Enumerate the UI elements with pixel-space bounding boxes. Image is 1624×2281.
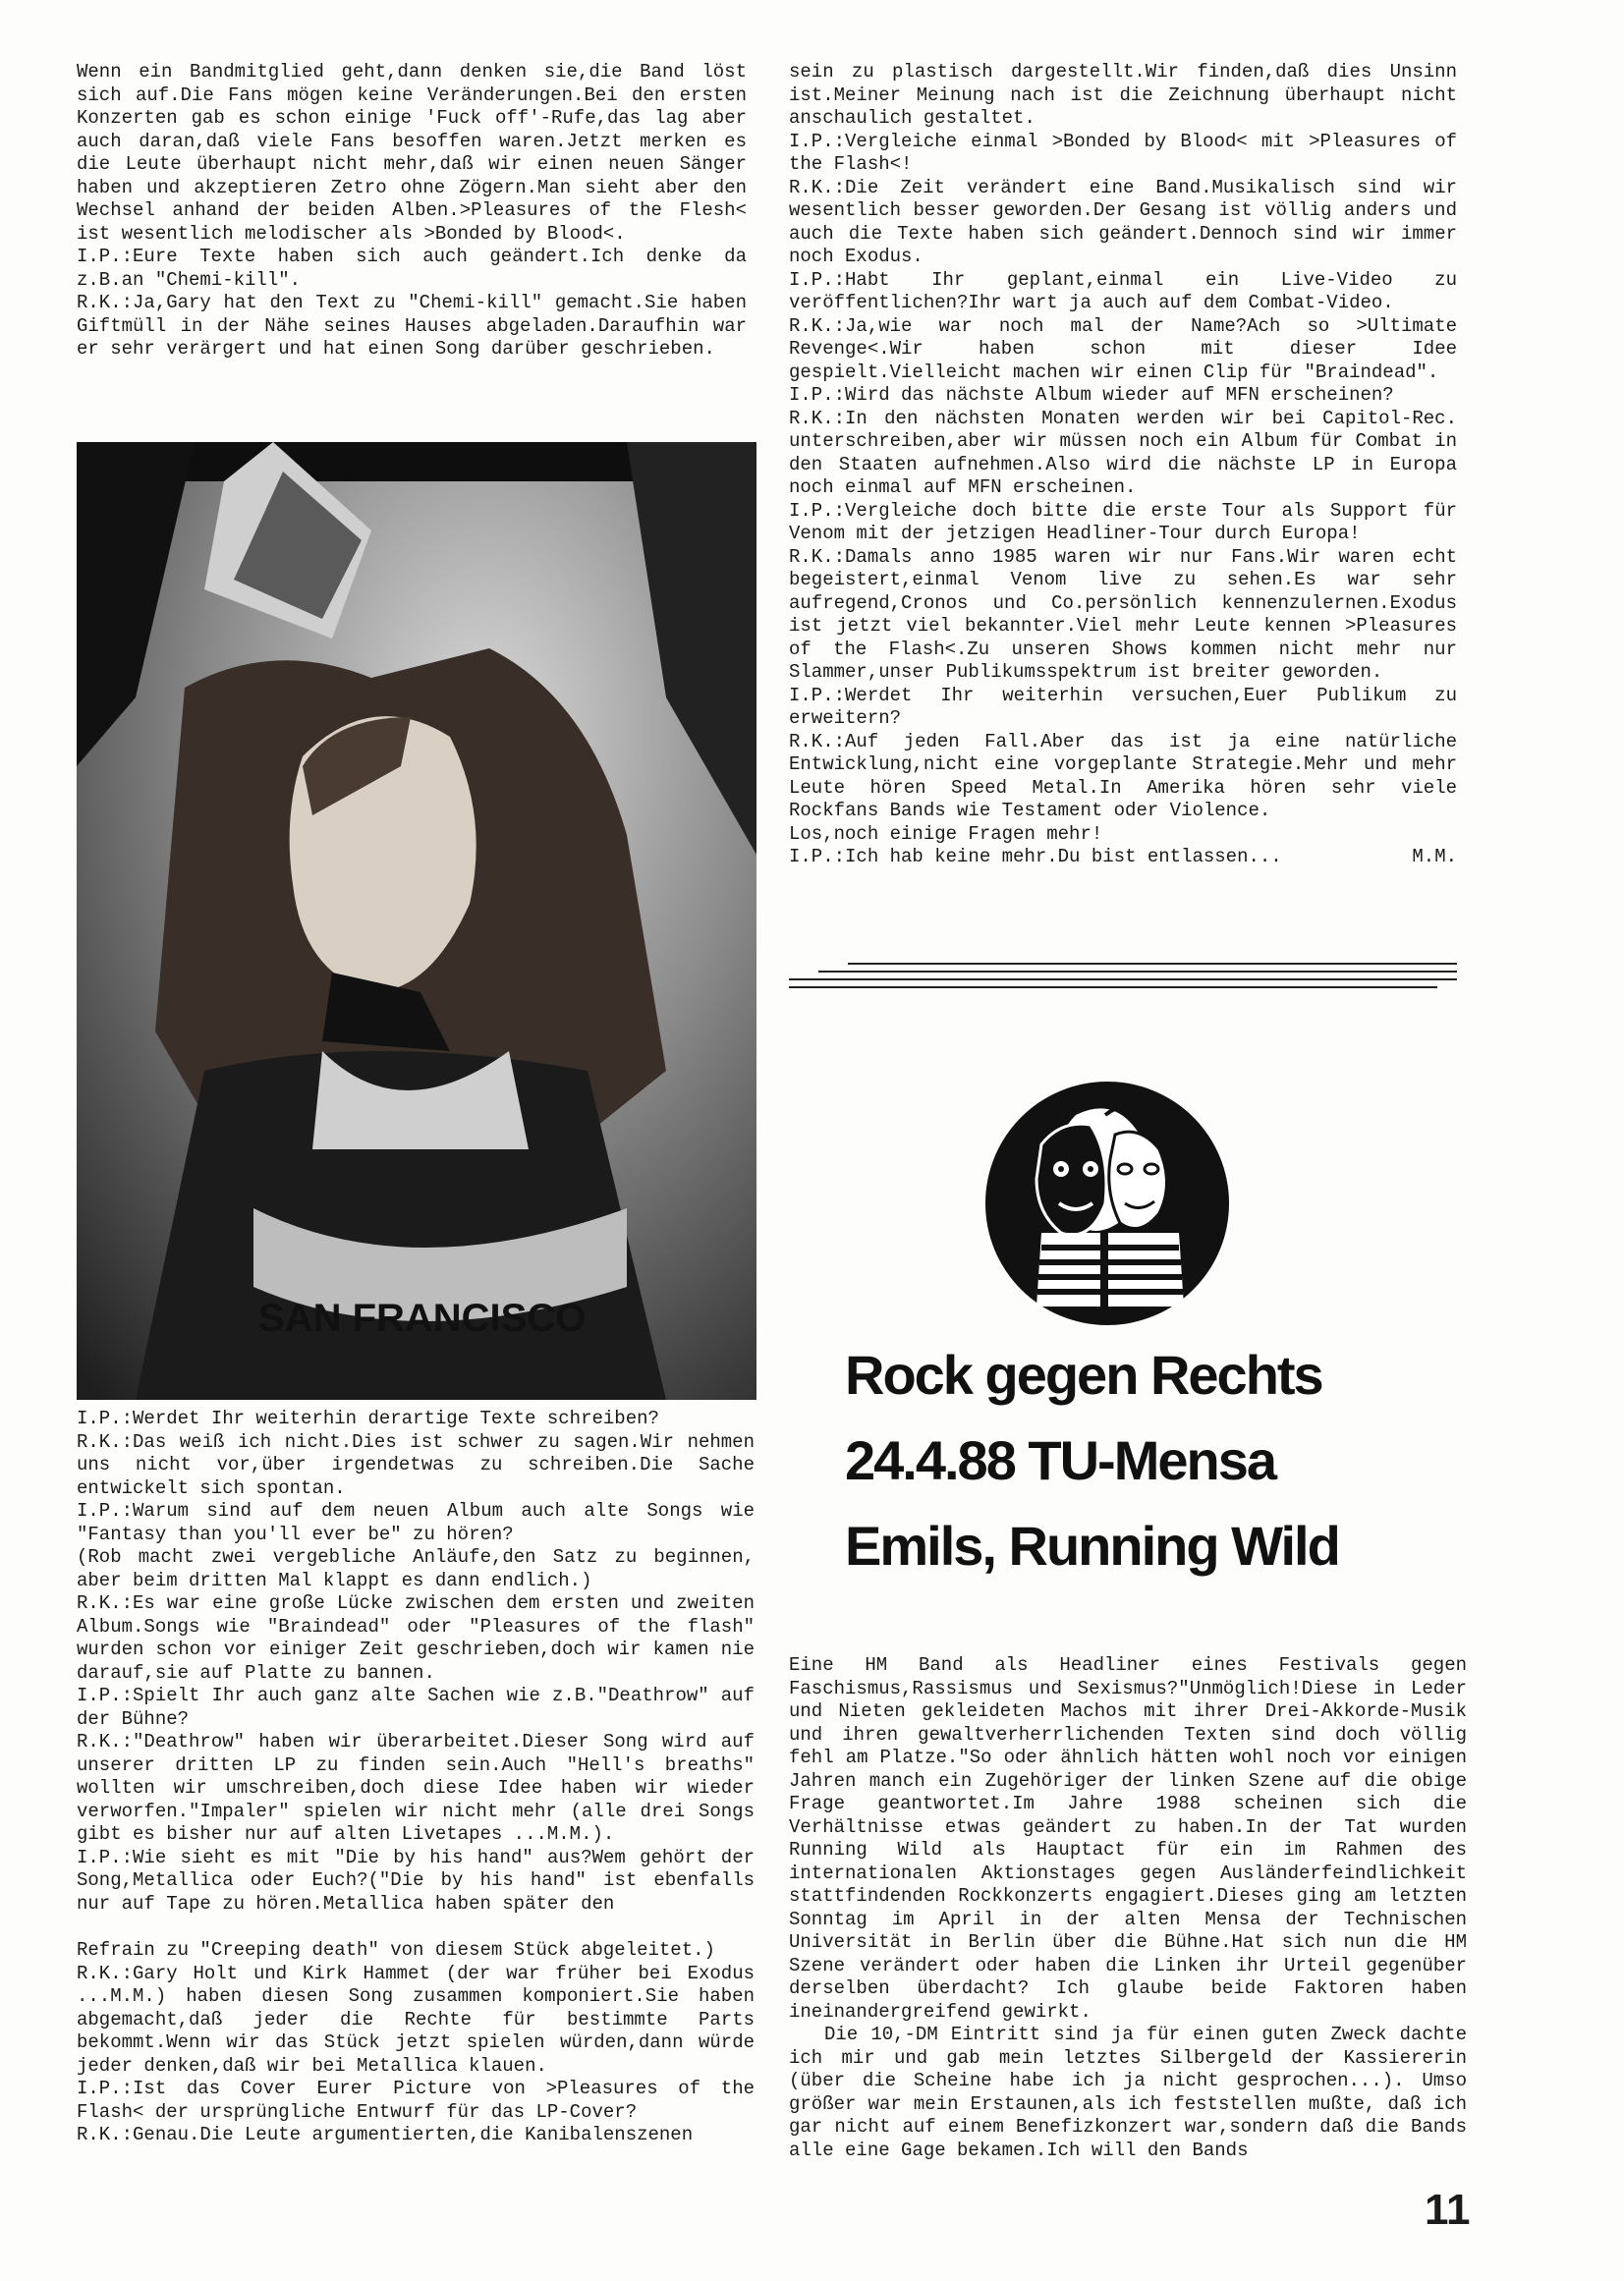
paragraph: R.K.:Das weiß ich nicht.Dies ist schwer zu sagen.Wir nehmen uns nicht vor,über irgendetwas zu schreiben.Die Sache entwickelt sich spontan. xyxy=(77,1430,755,1499)
paragraph: I.P.:Vergleiche einmal >Bonded by Blood< mit >Pleasures of the Flash<! xyxy=(789,130,1457,175)
rule-line xyxy=(818,971,1457,973)
paragraph: I.P.:Werdet Ihr weiterhin derartige Texte schreiben? xyxy=(77,1408,659,1429)
paragraph: I.P.:Warum sind auf dem neuen Album auch alte Songs wie "Fantasy than you'll ever be" zu hören? xyxy=(77,1500,755,1545)
paragraph: R.K.:Damals anno 1985 waren wir nur Fans.Wir waren echt begeistert,einmal Venom live zu sehen.Es war sehr aufregend,Cronos und Co.persönlich kennenzulernen.Exodus ist jetzt viel bekannter.Viel mehr Leute kennen >Pleasures of the Flash<.Zu unseren Shows kommen nicht mehr nur Slammer,unser Publikumsspektrum ist breiter geworden. xyxy=(789,545,1457,683)
paragraph: Wenn ein Bandmitglied geht,dann denken sie,die Band löst sich auf.Die Fans mögen keine Veränderungen.Bei den ersten Konzerten gab es schon einige 'Fuck off'-Rufe,das lag aber auch daran,daß viele Fans besoffen waren.Jetzt merken es die Leute überhaupt nicht mehr,daß wir einen neuen Sänger haben und akzeptieren Zetro ohne Zögern.Man sieht aber den Wechsel anhand der beiden Alben.>Pleasures of the Flesh< ist wesentlich melodischer als >Bonded by Blood<. xyxy=(77,61,747,245)
paragraph: R.K.:Ja,wie war noch mal der Name?Ach so >Ultimate Revenge<.Wir haben schon mit dieser Idee gespielt.Vielleicht machen wir einen Clip für "Braindead". xyxy=(789,314,1457,383)
paragraph: R.K.:Auf jeden Fall.Aber das ist ja eine natürliche Entwicklung,nicht eine vorgeplante Strategie.Mehr und mehr Leute hören Speed Metal.In Amerika hören sehr viele Rockfans Bands wie Testament oder Violence. xyxy=(789,730,1457,821)
rule-line xyxy=(789,986,1437,988)
paragraph: (Rob macht zwei vergebliche Anläufe,den Satz zu beginnen, aber beim dritten Mal klappt es dann endlich.) xyxy=(77,1546,755,1591)
rule-line xyxy=(848,963,1457,965)
headline-line: Emils, Running Wild xyxy=(845,1515,1339,1577)
closing-question: I.P.:Ich hab keine mehr.Du bist entlassen... xyxy=(789,846,1282,867)
paragraph: I.P.:Ist das Cover Eurer Picture von >Pleasures of the Flash< der ursprüngliche Entwurf für das LP-Cover? xyxy=(77,2078,755,2123)
page-number: 11 xyxy=(1425,2186,1471,2234)
paragraph: R.K.:Die Zeit verändert eine Band.Musikalisch sind wir wesentlich besser geworden.Der Gesang ist völlig anders und auch die Texte haben sich geändert.Dennoch sind wir immer noch Exodus. xyxy=(789,176,1457,267)
paragraph: Los,noch einige Fragen mehr! xyxy=(789,822,1103,845)
paragraph: R.K.:Es war eine große Lücke zwischen dem ersten und zweiten Album.Songs wie "Braindead" oder "Pleasures of the flash" wurden schon vor einiger Zeit geschrieben,doch wir kamen nie darauf,sie auf Platte zu bannen. xyxy=(77,1592,755,1684)
paragraph: Die 10,-DM Eintritt sind ja für einen guten Zweck dachte ich mir und gab mein letztes Silbergeld der Kassiererin (über die Scheine habe ich ja nicht gesprochen...). Umso größer war mein Erstaunen,als ich feststellen mußte, daß ich gar nicht auf einem Benefizkonzert war,sondern daß die Bands alle eine Gage bekamen.Ich will den Bands xyxy=(789,2024,1467,2161)
author-signature: M.M. xyxy=(1412,846,1457,867)
paragraph: I.P.:Wie sieht es mit "Die by his hand" aus?Wem gehört der Song,Metallica oder Euch?("Die by his hand" ist ebenfalls nur auf Tape zu hören.Metallica haben später den xyxy=(77,1846,755,1915)
paragraph: Eine HM Band als Headliner eines Festivals gegen Faschismus,Rassismus und Sexismus?"Unmöglich!Diese in Leder und Nieten gekleideten Machos mit ihrer Drei-Akkorde-Musik und ihren gewaltverherrlichenden Texten sind doch völlig fehl am Platze."So oder ähnlich hätten wohl noch vor einigen Jahren manch ein Zugehöriger der linken Szene auf die obige Frage geantwortet.Im Jahre 1988 scheinen sich die Verhältnisse etwas geändert zu haben.In der Tat wurden Running Wild als Hauptact für ein im Rahmen des internationalen Aktionstages gegen Ausländerfeindlichkeit stattfindenden Rockkonzerts engagiert.Dieses ging am letzten Sonntag im April in der alten Mensa der Technischen Universität in Berlin über die Bühne.Hat sich nun die HM Szene verändert oder haben die Linken ihr Urteil gegenüber derselben überdacht? Ich glaube beide Faktoren haben ineinandergreifend gewirkt. xyxy=(789,1654,1467,2023)
paragraph: sein zu plastisch dargestellt.Wir finden,daß dies Unsinn ist.Meiner Meinung nach ist die Zeichnung überhaupt nicht anschaulich gestaltet. xyxy=(789,61,1457,129)
paragraph: R.K.:Genau.Die Leute argumentierten,die Kanibalenszenen xyxy=(77,2124,694,2145)
decorative-rule-lines xyxy=(789,963,1457,994)
paragraph: I.P.:Spielt Ihr auch ganz alte Sachen wie z.B."Deathrow" auf der Bühne? xyxy=(77,1685,755,1730)
paragraph: R.K.:Gary Holt und Kirk Hammet (der war früher bei Exodus ...M.M.) haben diesen Song zusammen komponiert.Sie haben abgemacht,daß jeder die Rechte für bestimmte Parts bekommt.Wenn wir das Stück jetzt spielen würden,dann würde jeder denken,daß wir bei Metallica klauen. xyxy=(77,1962,755,2077)
event-headline xyxy=(845,1332,1434,1588)
paragraph: I.P.:Werdet Ihr weiterhin versuchen,Euer Publikum zu erweitern? xyxy=(789,684,1457,729)
paragraph: Refrain zu "Creeping death" von diesem Stück abgeleitet.) xyxy=(77,1939,715,1961)
interview-column-left-bottom xyxy=(77,1408,755,2147)
paragraph: R.K.:In den nächsten Monaten werden wir bei Capitol-Rec. unterschreiben,aber wir müssen noch ein Album für Combat in den Staaten aufnehmen.Also wird die nächste LP in Europa noch einmal auf MFN erscheinen. xyxy=(789,407,1457,498)
photo-illustration xyxy=(77,442,756,1400)
rock-gegen-rechts-faces-logo xyxy=(982,1076,1232,1331)
headline-line: 24.4.88 TU-Mensa xyxy=(845,1429,1275,1491)
headline-line: Rock gegen Rechts xyxy=(845,1344,1322,1406)
paragraph: I.P.:Vergleiche doch bitte die erste Tour als Support für Venom mit der jetzigen Headliner-Tour durch Europa! xyxy=(789,499,1457,544)
faces-logo-icon xyxy=(982,1076,1232,1331)
band-member-photo xyxy=(77,442,756,1400)
paragraph: R.K.:Ja,Gary hat den Text zu "Chemi-kill" gemacht.Sie haben Giftmüll in der Nähe seines Hauses abgeladen.Daraufhin war er sehr verärgert und hat einen Song darüber geschrieben. xyxy=(77,292,747,360)
paragraph: I.P.:Wird das nächste Album wieder auf MFN erscheinen? xyxy=(789,384,1394,406)
paragraph: I.P.:Habt Ihr geplant,einmal ein Live-Video zu veröffentlichen?Ihr wart ja auch auf dem Combat-Video. xyxy=(789,268,1457,313)
interview-column-left-top xyxy=(77,61,747,362)
paragraph: I.P.:Eure Texte haben sich auch geändert.Ich denke da z.B.an "Chemi-kill". xyxy=(77,246,747,291)
shirt-print-text: SAN FRANCISCO xyxy=(258,1297,587,1340)
concert-report-column xyxy=(789,1654,1467,2162)
rule-line xyxy=(789,978,1457,980)
interview-column-right-top xyxy=(789,61,1457,869)
closing-line xyxy=(789,846,1457,869)
paragraph: R.K.:"Deathrow" haben wir überarbeitet.Dieser Song wird auf unserer dritten LP zu finden sein.Auch "Hell's breaths" wollten wir umschreiben,doch diese Idee haben wir wieder verworfen."Impaler" spielen wir nicht mehr (alle drei Songs gibt es bisher nur auf alten Livetapes ...M.M.). xyxy=(77,1731,755,1845)
